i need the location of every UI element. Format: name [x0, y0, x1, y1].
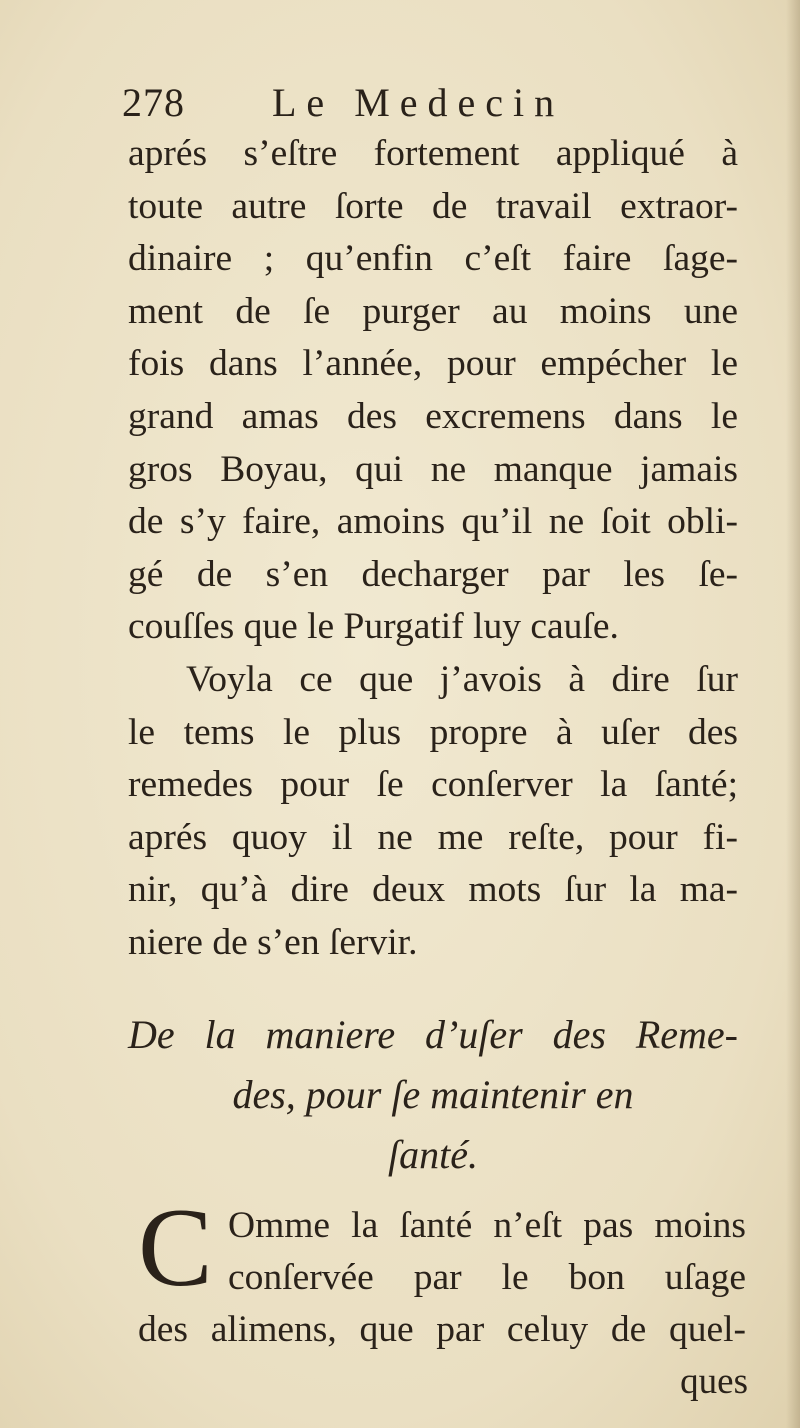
page-edge-shadow — [786, 0, 800, 1428]
text-line: de s’y faire, amoins qu’il ne ſoit obli- — [128, 501, 738, 543]
text-line: couſſes que le Purgatif luy cauſe. — [128, 606, 619, 648]
paragraph-1 — [128, 128, 738, 654]
section-heading — [128, 1005, 738, 1185]
text-line: des alimens, que par celuy de quel- — [138, 1309, 746, 1350]
page-number: 278 — [122, 80, 185, 125]
heading-line: ſanté. — [388, 1132, 478, 1177]
text-line: fois dans l’année, pour empécher le — [128, 343, 738, 385]
text-line: conſervée par le bon uſage — [228, 1257, 746, 1298]
text-line: ment de ſe purger au moins une — [128, 290, 738, 332]
drop-cap: C — [138, 1186, 213, 1310]
text-line: toute autre ſorte de travail extraor- — [128, 185, 738, 227]
text-line: Voyla ce que j’avois à dire ſur — [186, 658, 738, 700]
heading-line: des, pour ſe maintenir en — [232, 1072, 634, 1117]
text-line: niere de s’en ſervir. — [128, 921, 418, 963]
text-line: aprés quoy il ne me reſte, pour fi- — [128, 816, 738, 858]
text-line: gé de s’en decharger par les ſe- — [128, 553, 738, 595]
text-line: nir, qu’à dire deux mots ſur la ma- — [128, 869, 738, 911]
text-line: le tems le plus propre à uſer des — [128, 711, 738, 753]
text-line: Omme la ſanté n’eſt pas moins — [228, 1205, 746, 1246]
catchword: ques — [680, 1361, 748, 1402]
text-line: gros Boyau, qui ne manque jamais — [128, 448, 738, 490]
text-line: dinaire ; qu’enfin c’eſt faire ſage- — [128, 238, 738, 280]
running-head — [122, 78, 742, 128]
text-line: grand amas des excremens dans le — [128, 395, 738, 437]
text-line: aprés s’eſtre fortement appliqué à — [128, 133, 738, 174]
paragraph-3 — [138, 1186, 746, 1360]
text-line: remedes pour ſe conſerver la ſanté; — [128, 764, 738, 806]
running-title: Le Medecin — [272, 80, 565, 125]
body-text — [128, 128, 738, 970]
paragraph-2 — [128, 654, 738, 970]
heading-line: De la maniere d’uſer des Reme- — [128, 1012, 738, 1057]
